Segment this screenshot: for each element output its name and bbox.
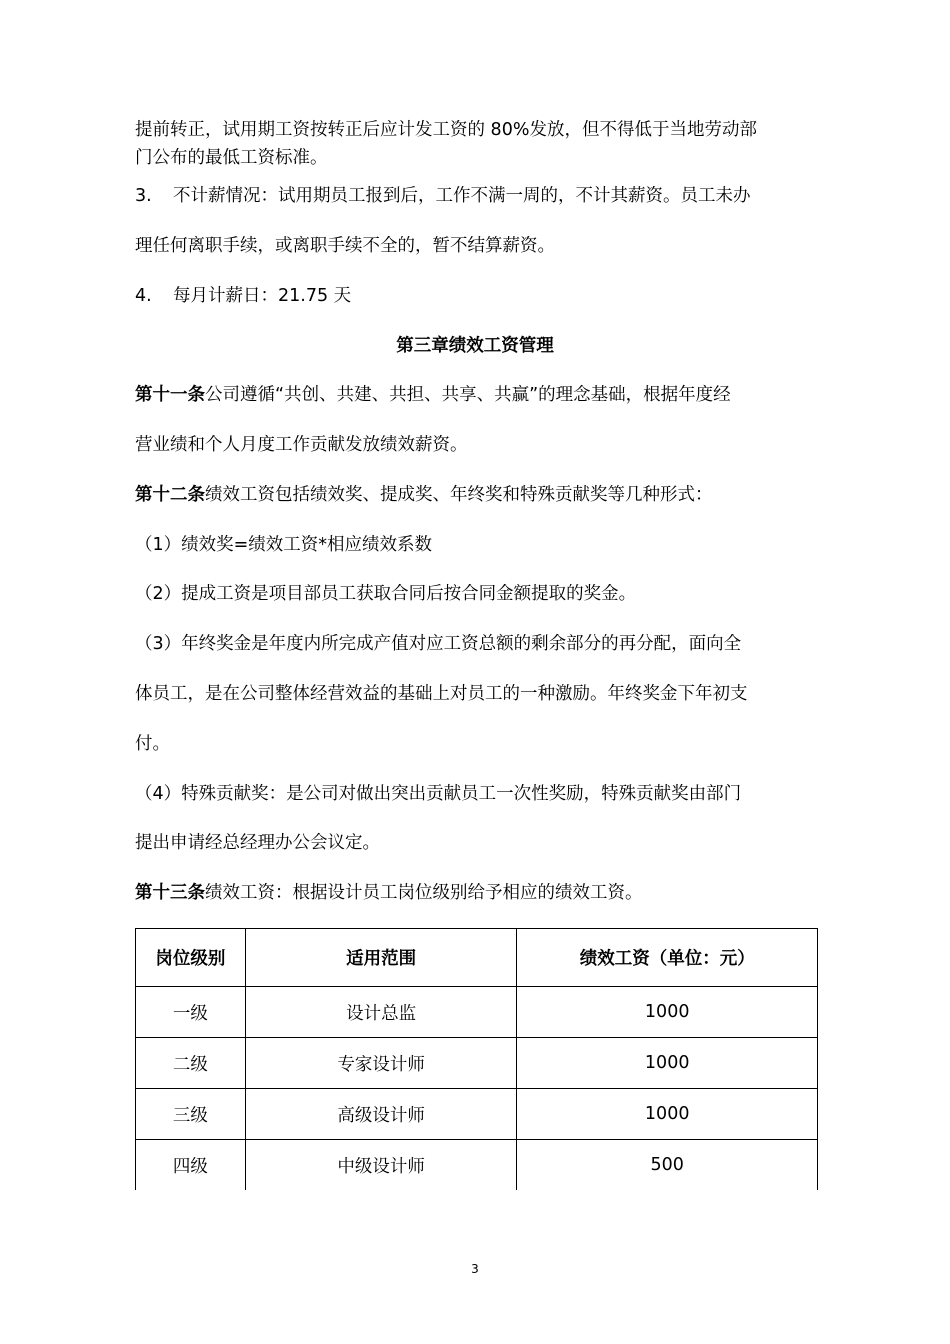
cell-scope: 中级设计师 xyxy=(245,1140,517,1191)
paragraph-line: 门公布的最低工资标准。 xyxy=(135,148,328,168)
article-text: 绩效工资：根据设计员工岗位级别给予相应的绩效工资。 xyxy=(205,883,643,903)
cell-level: 三级 xyxy=(136,1089,246,1140)
paragraph-line: 营业绩和个人月度工作贡献发放绩效薪资。 xyxy=(135,435,468,455)
article-label: 第十三条 xyxy=(135,883,205,903)
chapter-title: 第三章绩效工资管理 xyxy=(396,336,554,356)
table-row xyxy=(136,1089,818,1140)
header-pay: 绩效工资（单位：元） xyxy=(517,929,818,987)
cell-level: 一级 xyxy=(136,987,246,1038)
table-row xyxy=(136,1140,818,1191)
list-item-4 xyxy=(135,283,825,309)
cell-pay: 1000 xyxy=(517,1038,818,1089)
cell-scope: 设计总监 xyxy=(245,987,517,1038)
article-12 xyxy=(135,482,825,508)
article-label: 第十二条 xyxy=(135,485,205,505)
sub-item-3: （3）年终奖金是年度内所完成产值对应工资总额的剩余部分的再分配，面向全 xyxy=(135,634,742,654)
performance-pay-table xyxy=(135,928,818,1190)
table-header-row xyxy=(136,929,818,987)
list-item-3 xyxy=(135,183,825,209)
article-label: 第十一条 xyxy=(135,385,205,405)
header-level: 岗位级别 xyxy=(136,929,246,987)
page-number: 3 xyxy=(471,1262,479,1276)
paragraph-line: 体员工，是在公司整体经营效益的基础上对员工的一种激励。年终奖金下年初支 xyxy=(135,684,748,704)
paragraph-line: 提出申请经总经理办公会议定。 xyxy=(135,833,380,853)
list-number: 3. xyxy=(135,186,152,206)
article-11 xyxy=(135,382,825,408)
cell-scope: 高级设计师 xyxy=(245,1089,517,1140)
cell-scope: 专家设计师 xyxy=(245,1038,517,1089)
article-text: 绩效工资包括绩效奖、提成奖、年终奖和特殊贡献奖等几种形式： xyxy=(205,485,713,505)
cell-level: 二级 xyxy=(136,1038,246,1089)
paragraph-line: 付。 xyxy=(135,734,170,754)
paragraph-line: 提前转正，试用期工资按转正后应计发工资的 80%发放，但不得低于当地劳动部 xyxy=(135,120,757,140)
cell-pay: 500 xyxy=(517,1140,818,1191)
table-row xyxy=(136,1038,818,1089)
table-row xyxy=(136,987,818,1038)
list-number: 4. xyxy=(135,286,152,306)
cell-pay: 1000 xyxy=(517,1089,818,1140)
article-13 xyxy=(135,880,825,906)
list-item-text: 每月计薪日：21.75 天 xyxy=(173,286,352,306)
article-text: 公司遵循“共创、共建、共担、共享、共赢”的理念基础，根据年度经 xyxy=(205,385,731,405)
paragraph-line: 理任何离职手续，或离职手续不全的，暂不结算薪资。 xyxy=(135,236,555,256)
cell-level: 四级 xyxy=(136,1140,246,1191)
header-scope: 适用范围 xyxy=(245,929,517,987)
cell-pay: 1000 xyxy=(517,987,818,1038)
sub-item-2: （2）提成工资是项目部员工获取合同后按合同金额提取的奖金。 xyxy=(135,584,637,604)
list-item-text: 不计薪情况：试用期员工报到后，工作不满一周的，不计其薪资。员工未办 xyxy=(173,186,751,206)
sub-item-1: （1）绩效奖=绩效工资*相应绩效系数 xyxy=(135,535,433,555)
sub-item-4: （4）特殊贡献奖：是公司对做出突出贡献员工一次性奖励，特殊贡献奖由部门 xyxy=(135,784,742,804)
